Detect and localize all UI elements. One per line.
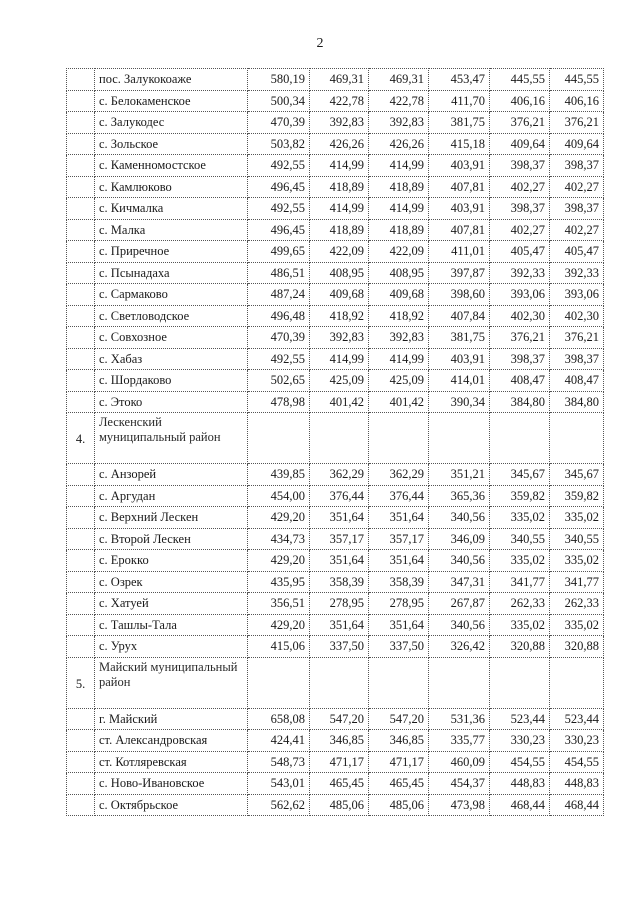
- table-row: [67, 305, 604, 327]
- district-name-cell: Лескенский муниципальный район: [95, 413, 248, 464]
- row-number-cell: 4.: [67, 413, 95, 464]
- value-cell-6: 523,44: [550, 708, 604, 730]
- row-number-cell: [67, 370, 95, 392]
- value-cell-5: 330,23: [490, 730, 550, 752]
- value-cell-4: 381,75: [429, 327, 490, 349]
- value-cell-4: 403,91: [429, 198, 490, 220]
- value-cell-1: 496,48: [248, 305, 310, 327]
- settlement-name-cell: с. Шордаково: [95, 370, 248, 392]
- table-row: [67, 133, 604, 155]
- value-cell-1: 543,01: [248, 773, 310, 795]
- table-row: [67, 794, 604, 816]
- district-header-row: [67, 657, 604, 708]
- value-cell-6: 330,23: [550, 730, 604, 752]
- settlement-name-cell: с. Озрек: [95, 571, 248, 593]
- value-cell-2: [310, 413, 369, 464]
- value-cell-1: 500,34: [248, 90, 310, 112]
- row-number-cell: [67, 773, 95, 795]
- settlement-name-cell: с. Второй Лескен: [95, 528, 248, 550]
- value-cell-1: 424,41: [248, 730, 310, 752]
- value-cell-1: 439,85: [248, 464, 310, 486]
- value-cell-5: 405,47: [490, 241, 550, 263]
- value-cell-1: 499,65: [248, 241, 310, 263]
- value-cell-5: 335,02: [490, 614, 550, 636]
- value-cell-4: 407,84: [429, 305, 490, 327]
- district-name-cell: Майский муниципальный район: [95, 657, 248, 708]
- value-cell-4: 397,87: [429, 262, 490, 284]
- table-body: [67, 69, 604, 816]
- table-row: [67, 327, 604, 349]
- value-cell-2: 414,99: [310, 155, 369, 177]
- value-cell-5: 393,06: [490, 284, 550, 306]
- value-cell-5: 262,33: [490, 593, 550, 615]
- row-number-cell: 5.: [67, 657, 95, 708]
- value-cell-2: 418,89: [310, 176, 369, 198]
- value-cell-2: 351,64: [310, 550, 369, 572]
- value-cell-6: 408,47: [550, 370, 604, 392]
- value-cell-2: 351,64: [310, 614, 369, 636]
- value-cell-5: 406,16: [490, 90, 550, 112]
- value-cell-3: 418,89: [369, 219, 429, 241]
- settlement-name-cell: с. Хабаз: [95, 348, 248, 370]
- row-number-cell: [67, 241, 95, 263]
- table-row: [67, 550, 604, 572]
- value-cell-4: 365,36: [429, 485, 490, 507]
- value-cell-1: 429,20: [248, 550, 310, 572]
- value-cell-6: 468,44: [550, 794, 604, 816]
- value-cell-6: [550, 413, 604, 464]
- value-cell-5: 340,55: [490, 528, 550, 550]
- value-cell-4: [429, 413, 490, 464]
- row-number-cell: [67, 391, 95, 413]
- settlement-name-cell: с. Ташлы-Тала: [95, 614, 248, 636]
- value-cell-2: 408,95: [310, 262, 369, 284]
- table-row: [67, 69, 604, 91]
- value-cell-2: 469,31: [310, 69, 369, 91]
- value-cell-4: 403,91: [429, 348, 490, 370]
- value-cell-2: 471,17: [310, 751, 369, 773]
- value-cell-6: 320,88: [550, 636, 604, 658]
- value-cell-3: 471,17: [369, 751, 429, 773]
- settlement-name-cell: с. Хатуей: [95, 593, 248, 615]
- value-cell-3: 408,95: [369, 262, 429, 284]
- value-cell-2: 346,85: [310, 730, 369, 752]
- settlement-name-cell: с. Аргудан: [95, 485, 248, 507]
- table-row: [67, 507, 604, 529]
- table-row: [67, 348, 604, 370]
- value-cell-3: 422,78: [369, 90, 429, 112]
- table-row: [67, 528, 604, 550]
- settlement-name-cell: с. Залукодес: [95, 112, 248, 134]
- row-number-cell: [67, 751, 95, 773]
- table-row: [67, 593, 604, 615]
- value-cell-6: 376,21: [550, 327, 604, 349]
- value-cell-4: 381,75: [429, 112, 490, 134]
- value-cell-1: 548,73: [248, 751, 310, 773]
- value-cell-5: 468,44: [490, 794, 550, 816]
- value-cell-4: [429, 657, 490, 708]
- value-cell-6: 262,33: [550, 593, 604, 615]
- value-cell-5: 409,64: [490, 133, 550, 155]
- value-cell-4: 411,70: [429, 90, 490, 112]
- value-cell-3: 401,42: [369, 391, 429, 413]
- settlement-name-cell: с. Приречное: [95, 241, 248, 263]
- value-cell-2: 392,83: [310, 327, 369, 349]
- value-cell-2: 422,09: [310, 241, 369, 263]
- row-number-cell: [67, 593, 95, 615]
- value-cell-2: 418,89: [310, 219, 369, 241]
- tariff-table: [66, 68, 604, 816]
- value-cell-1: [248, 413, 310, 464]
- value-cell-4: 340,56: [429, 614, 490, 636]
- value-cell-5: 359,82: [490, 485, 550, 507]
- table-row: [67, 751, 604, 773]
- settlement-name-cell: с. Совхозное: [95, 327, 248, 349]
- table-row: [67, 708, 604, 730]
- value-cell-1: 429,20: [248, 614, 310, 636]
- row-number-cell: [67, 112, 95, 134]
- table-row: [67, 571, 604, 593]
- value-cell-2: 358,39: [310, 571, 369, 593]
- value-cell-4: 453,47: [429, 69, 490, 91]
- value-cell-1: 478,98: [248, 391, 310, 413]
- value-cell-3: 418,92: [369, 305, 429, 327]
- value-cell-5: 384,80: [490, 391, 550, 413]
- value-cell-3: 465,45: [369, 773, 429, 795]
- value-cell-1: 658,08: [248, 708, 310, 730]
- row-number-cell: [67, 69, 95, 91]
- row-number-cell: [67, 571, 95, 593]
- value-cell-4: 267,87: [429, 593, 490, 615]
- value-cell-3: 409,68: [369, 284, 429, 306]
- row-number-cell: [67, 90, 95, 112]
- value-cell-4: 346,09: [429, 528, 490, 550]
- value-cell-4: 340,56: [429, 507, 490, 529]
- value-cell-6: 398,37: [550, 155, 604, 177]
- value-cell-4: 351,21: [429, 464, 490, 486]
- value-cell-4: 531,36: [429, 708, 490, 730]
- value-cell-3: 357,17: [369, 528, 429, 550]
- row-number-cell: [67, 155, 95, 177]
- value-cell-4: 407,81: [429, 219, 490, 241]
- value-cell-6: 392,33: [550, 262, 604, 284]
- value-cell-4: 335,77: [429, 730, 490, 752]
- value-cell-3: 376,44: [369, 485, 429, 507]
- value-cell-2: 357,17: [310, 528, 369, 550]
- value-cell-3: 337,50: [369, 636, 429, 658]
- value-cell-3: [369, 657, 429, 708]
- value-cell-5: 398,37: [490, 348, 550, 370]
- value-cell-4: 473,98: [429, 794, 490, 816]
- value-cell-3: 392,83: [369, 327, 429, 349]
- row-number-cell: [67, 198, 95, 220]
- value-cell-5: 376,21: [490, 112, 550, 134]
- value-cell-4: 347,31: [429, 571, 490, 593]
- table-row: [67, 636, 604, 658]
- row-number-cell: [67, 550, 95, 572]
- value-cell-3: 418,89: [369, 176, 429, 198]
- value-cell-1: 502,65: [248, 370, 310, 392]
- table-row: [67, 219, 604, 241]
- value-cell-5: 408,47: [490, 370, 550, 392]
- table-row: [67, 730, 604, 752]
- value-cell-5: [490, 657, 550, 708]
- value-cell-6: 406,16: [550, 90, 604, 112]
- row-number-cell: [67, 348, 95, 370]
- value-cell-3: 358,39: [369, 571, 429, 593]
- table-row: [67, 391, 604, 413]
- value-cell-1: 434,73: [248, 528, 310, 550]
- value-cell-3: 425,09: [369, 370, 429, 392]
- row-number-cell: [67, 730, 95, 752]
- value-cell-6: 345,67: [550, 464, 604, 486]
- row-number-cell: [67, 219, 95, 241]
- value-cell-5: 454,55: [490, 751, 550, 773]
- value-cell-1: 562,62: [248, 794, 310, 816]
- value-cell-5: 341,77: [490, 571, 550, 593]
- value-cell-1: 470,39: [248, 327, 310, 349]
- settlement-name-cell: с. Сармаково: [95, 284, 248, 306]
- value-cell-1: 486,51: [248, 262, 310, 284]
- settlement-name-cell: с. Светловодское: [95, 305, 248, 327]
- value-cell-3: 469,31: [369, 69, 429, 91]
- value-cell-4: 398,60: [429, 284, 490, 306]
- table-row: [67, 155, 604, 177]
- value-cell-6: 405,47: [550, 241, 604, 263]
- value-cell-1: 580,19: [248, 69, 310, 91]
- value-cell-6: 341,77: [550, 571, 604, 593]
- value-cell-6: 340,55: [550, 528, 604, 550]
- value-cell-2: 426,26: [310, 133, 369, 155]
- value-cell-5: [490, 413, 550, 464]
- table-row: [67, 370, 604, 392]
- table-row: [67, 262, 604, 284]
- value-cell-3: 422,09: [369, 241, 429, 263]
- settlement-name-cell: ст. Котляревская: [95, 751, 248, 773]
- value-cell-1: 492,55: [248, 155, 310, 177]
- row-number-cell: [67, 708, 95, 730]
- value-cell-4: 414,01: [429, 370, 490, 392]
- value-cell-2: [310, 657, 369, 708]
- settlement-name-cell: с. Верхний Лескен: [95, 507, 248, 529]
- value-cell-1: 356,51: [248, 593, 310, 615]
- value-cell-6: 409,64: [550, 133, 604, 155]
- settlement-name-cell: с. Этоко: [95, 391, 248, 413]
- value-cell-6: 402,27: [550, 176, 604, 198]
- row-number-cell: [67, 284, 95, 306]
- value-cell-5: 402,27: [490, 176, 550, 198]
- value-cell-6: 402,27: [550, 219, 604, 241]
- value-cell-5: 523,44: [490, 708, 550, 730]
- value-cell-3: 414,99: [369, 155, 429, 177]
- value-cell-1: [248, 657, 310, 708]
- value-cell-1: 492,55: [248, 198, 310, 220]
- row-number-cell: [67, 794, 95, 816]
- value-cell-2: 351,64: [310, 507, 369, 529]
- value-cell-5: 392,33: [490, 262, 550, 284]
- value-cell-1: 496,45: [248, 176, 310, 198]
- row-number-cell: [67, 636, 95, 658]
- row-number-cell: [67, 614, 95, 636]
- value-cell-4: 411,01: [429, 241, 490, 263]
- value-cell-5: 402,27: [490, 219, 550, 241]
- settlement-name-cell: с. Урух: [95, 636, 248, 658]
- value-cell-6: 393,06: [550, 284, 604, 306]
- value-cell-6: [550, 657, 604, 708]
- row-number-cell: [67, 485, 95, 507]
- settlement-name-cell: ст. Александровская: [95, 730, 248, 752]
- value-cell-5: 335,02: [490, 507, 550, 529]
- value-cell-1: 496,45: [248, 219, 310, 241]
- value-cell-5: 320,88: [490, 636, 550, 658]
- table-row: [67, 198, 604, 220]
- settlement-name-cell: г. Майский: [95, 708, 248, 730]
- value-cell-3: 414,99: [369, 348, 429, 370]
- value-cell-5: 335,02: [490, 550, 550, 572]
- row-number-cell: [67, 507, 95, 529]
- value-cell-6: 454,55: [550, 751, 604, 773]
- value-cell-3: 351,64: [369, 550, 429, 572]
- value-cell-6: 359,82: [550, 485, 604, 507]
- settlement-name-cell: с. Зольское: [95, 133, 248, 155]
- table-row: [67, 284, 604, 306]
- value-cell-4: 460,09: [429, 751, 490, 773]
- value-cell-1: 435,95: [248, 571, 310, 593]
- value-cell-1: 470,39: [248, 112, 310, 134]
- settlement-name-cell: с. Ново-Ивановское: [95, 773, 248, 795]
- value-cell-3: 362,29: [369, 464, 429, 486]
- value-cell-5: 448,83: [490, 773, 550, 795]
- value-cell-2: 422,78: [310, 90, 369, 112]
- settlement-name-cell: с. Псынадаха: [95, 262, 248, 284]
- value-cell-1: 492,55: [248, 348, 310, 370]
- value-cell-6: 398,37: [550, 198, 604, 220]
- value-cell-2: 409,68: [310, 284, 369, 306]
- value-cell-3: 414,99: [369, 198, 429, 220]
- value-cell-1: 454,00: [248, 485, 310, 507]
- value-cell-3: 426,26: [369, 133, 429, 155]
- district-header-row: [67, 413, 604, 464]
- settlement-name-cell: с. Камлюково: [95, 176, 248, 198]
- row-number-cell: [67, 327, 95, 349]
- settlement-name-cell: с. Ерокко: [95, 550, 248, 572]
- value-cell-2: 414,99: [310, 348, 369, 370]
- value-cell-4: 326,42: [429, 636, 490, 658]
- value-cell-3: [369, 413, 429, 464]
- value-cell-2: 401,42: [310, 391, 369, 413]
- settlement-name-cell: с. Малка: [95, 219, 248, 241]
- value-cell-2: 414,99: [310, 198, 369, 220]
- value-cell-2: 465,45: [310, 773, 369, 795]
- value-cell-4: 390,34: [429, 391, 490, 413]
- value-cell-4: 407,81: [429, 176, 490, 198]
- row-number-cell: [67, 176, 95, 198]
- value-cell-3: 547,20: [369, 708, 429, 730]
- row-number-cell: [67, 528, 95, 550]
- row-number-cell: [67, 133, 95, 155]
- value-cell-1: 503,82: [248, 133, 310, 155]
- value-cell-6: 402,30: [550, 305, 604, 327]
- value-cell-3: 278,95: [369, 593, 429, 615]
- value-cell-1: 429,20: [248, 507, 310, 529]
- value-cell-5: 376,21: [490, 327, 550, 349]
- value-cell-6: 376,21: [550, 112, 604, 134]
- settlement-name-cell: пос. Залукокоаже: [95, 69, 248, 91]
- value-cell-3: 351,64: [369, 614, 429, 636]
- value-cell-6: 445,55: [550, 69, 604, 91]
- table-row: [67, 614, 604, 636]
- settlement-name-cell: с. Анзорей: [95, 464, 248, 486]
- value-cell-4: 454,37: [429, 773, 490, 795]
- value-cell-4: 403,91: [429, 155, 490, 177]
- value-cell-6: 335,02: [550, 614, 604, 636]
- value-cell-2: 418,92: [310, 305, 369, 327]
- settlement-name-cell: с. Октябрьское: [95, 794, 248, 816]
- value-cell-2: 362,29: [310, 464, 369, 486]
- settlement-name-cell: с. Белокаменское: [95, 90, 248, 112]
- value-cell-1: 487,24: [248, 284, 310, 306]
- table-row: [67, 485, 604, 507]
- value-cell-2: 425,09: [310, 370, 369, 392]
- row-number-cell: [67, 262, 95, 284]
- value-cell-6: 398,37: [550, 348, 604, 370]
- row-number-cell: [67, 464, 95, 486]
- settlement-name-cell: с. Кичмалка: [95, 198, 248, 220]
- value-cell-2: 485,06: [310, 794, 369, 816]
- value-cell-2: 547,20: [310, 708, 369, 730]
- value-cell-2: 392,83: [310, 112, 369, 134]
- value-cell-3: 346,85: [369, 730, 429, 752]
- value-cell-3: 485,06: [369, 794, 429, 816]
- table-row: [67, 176, 604, 198]
- value-cell-5: 402,30: [490, 305, 550, 327]
- table-row: [67, 112, 604, 134]
- value-cell-5: 398,37: [490, 198, 550, 220]
- settlement-name-cell: с. Каменномостское: [95, 155, 248, 177]
- table-row: [67, 773, 604, 795]
- value-cell-6: 448,83: [550, 773, 604, 795]
- value-cell-6: 335,02: [550, 550, 604, 572]
- value-cell-5: 445,55: [490, 69, 550, 91]
- value-cell-3: 392,83: [369, 112, 429, 134]
- value-cell-6: 384,80: [550, 391, 604, 413]
- table-row: [67, 90, 604, 112]
- table-row: [67, 241, 604, 263]
- value-cell-4: 415,18: [429, 133, 490, 155]
- row-number-cell: [67, 305, 95, 327]
- value-cell-1: 415,06: [248, 636, 310, 658]
- value-cell-5: 345,67: [490, 464, 550, 486]
- value-cell-5: 398,37: [490, 155, 550, 177]
- value-cell-2: 278,95: [310, 593, 369, 615]
- value-cell-2: 337,50: [310, 636, 369, 658]
- table-row: [67, 464, 604, 486]
- value-cell-2: 376,44: [310, 485, 369, 507]
- value-cell-4: 340,56: [429, 550, 490, 572]
- page-number: 2: [316, 36, 324, 51]
- value-cell-3: 351,64: [369, 507, 429, 529]
- value-cell-6: 335,02: [550, 507, 604, 529]
